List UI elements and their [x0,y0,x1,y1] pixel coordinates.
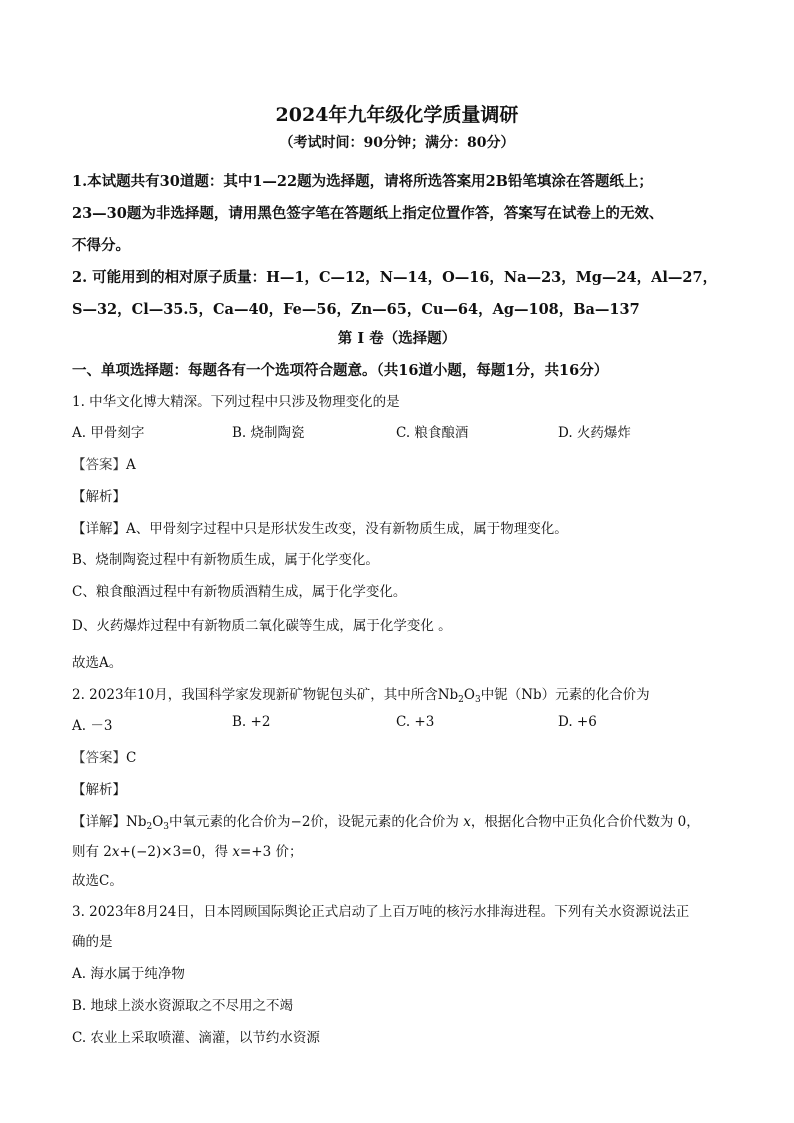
q1-detail-line-3: C、粮食酿酒过程中有新物质酒精生成，属于化学变化。 [72,584,407,600]
volume-title: 第 Ⅰ 卷（选择题） [337,330,457,347]
detail-label: 【详解】 [72,521,126,537]
section-title: 一、单项选择题：每题各有一个选项符合题意。（共16道小题，每题1分，共16分） [72,362,609,379]
q2-answer [72,746,136,766]
q2-option-a: A. －3 [72,718,113,734]
q1-option-c: C. 粮食酿酒 [396,425,469,441]
q2-detail-line-1: 【详解】$Nb_2O_3$中氧元素的化合价为−2价，设铌元素的化合价为 x，根据化合物中正负化合价代数为 0， [72,814,700,832]
q2-detail-line-2: 则有 2x+(−2)×3=0，得 x=+3 价； [72,844,303,860]
q3-option-c: C. 农业上采取喷灌、滴灌，以节约水资源 [72,1030,320,1046]
instruction-line-3: 不得分。 [72,237,130,254]
instruction-line-4: 2. 可能用到的相对原子质量：H—1，C—12，N—14，O—16，Na—23，Mg—24，Al—27， [72,269,718,286]
question-3-stem-line-1: 3. 2023年8月24日，日本罔顾国际舆论正式启动了上百万吨的核污水排海进程。下列有关水资源说法正 [72,904,690,920]
exam-info: （考试时间：90分钟；满分：80分） [279,135,515,151]
q3-option-b: B. 地球上淡水资源取之不尽用之不竭 [72,998,294,1014]
answer-label: 【答案】 [72,750,126,766]
q1-option-b: B. 烧制陶瓷 [232,425,305,441]
q1-option-d: D. 火药爆炸 [558,425,631,441]
q3-option-a: A. 海水属于纯净物 [72,966,185,982]
answer-value: C [126,750,137,766]
q2-option-d: D. +6 [558,714,597,730]
answer-label: 【答案】 [72,457,126,473]
instruction-line-5: S—32，Cl—35.5，Ca—40，Fe—56，Zn—65，Cu—64，Ag—108，Ba—137 [72,301,640,318]
instruction-line-1: 1.本试题共有30道题：其中1—22题为选择题，请将所选答案用2B铅笔填涂在答题纸上； [72,173,653,190]
page-title: 2024年九年级化学质量调研 [275,104,519,126]
q2-option-c: C. +3 [396,714,435,730]
q1-detail-line-2: B、烧制陶瓷过程中有新物质生成，属于化学变化。 [72,552,379,568]
q1-conclusion: 故选A。 [72,655,123,671]
q1-detail-line-1: 【详解】A、甲骨刻字过程中只是形状发生改变，没有新物质生成，属于物理变化。 [72,521,568,537]
question-1-stem: 1. 中华文化博大精深。下列过程中只涉及物理变化的是 [72,394,400,410]
q1-detail-line-4: D、火药爆炸过程中有新物质二氧化碳等生成，属于化学变化 。 [72,618,452,634]
q2-option-b: B. +2 [232,714,271,730]
question-3-stem-line-2: 确的是 [72,934,113,950]
instruction-line-2: 23—30题为非选择题，请用黑色签字笔在答题纸上指定位置作答，答案写在试卷上的无效、 [72,205,664,222]
q1-option-a: A. 甲骨刻字 [72,425,145,441]
q1-answer [72,453,136,473]
detail-label: 【详解】 [72,814,126,830]
q2-analysis-label: 【解析】 [72,782,126,798]
q1-analysis-label: 【解析】 [72,489,126,505]
q2-conclusion: 故选C。 [72,873,123,889]
answer-value: A [126,457,136,473]
question-2-stem: 2. 2023年10月，我国科学家发现新矿物铌包头矿，其中所含$Nb_2O_3$中铌（Nb）元素的化合价为 [72,687,650,705]
